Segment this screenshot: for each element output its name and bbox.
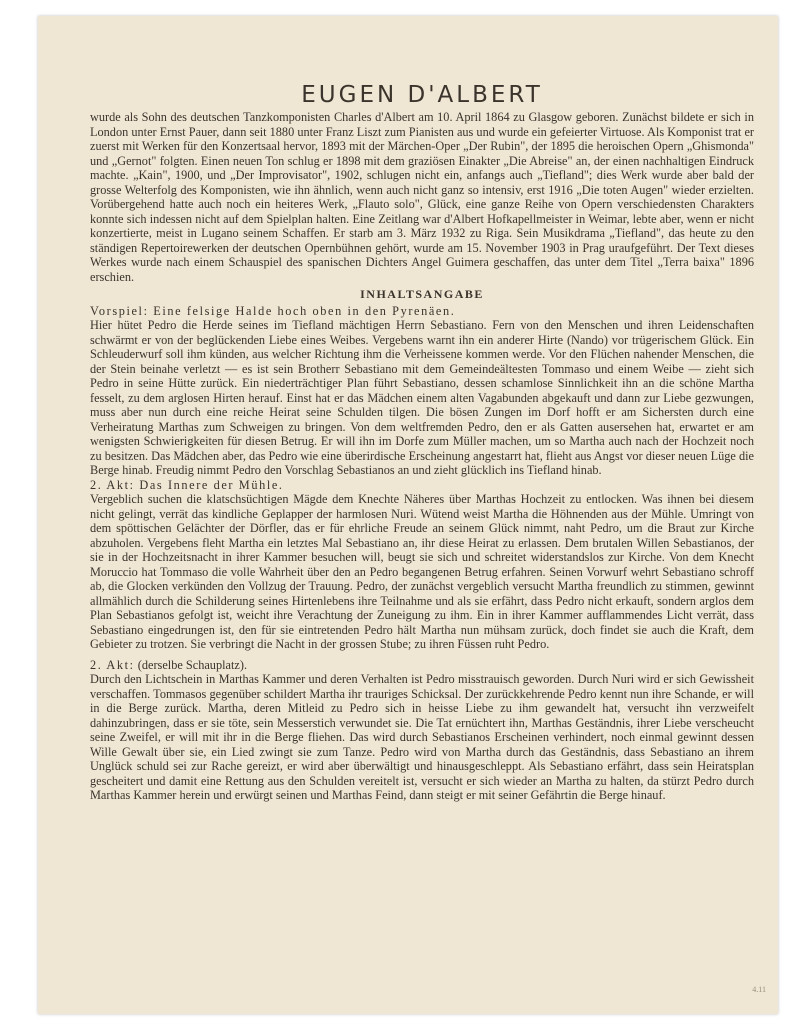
- page-title: EUGEN D'ALBERT: [301, 82, 543, 108]
- act-two-section: [90, 658, 754, 803]
- corner-mark: 4.11: [752, 985, 766, 994]
- document-page: [38, 16, 778, 1014]
- act-two-label: 2. Akt:: [90, 657, 135, 672]
- prelude-section: [90, 304, 754, 478]
- act-one-label: 2. Akt: Das Innere der Mühle.: [90, 477, 284, 492]
- prelude-label: Vorspiel: Eine felsige Halde hoch oben in den Pyrenäen.: [90, 303, 456, 318]
- document-content: [90, 82, 754, 803]
- act-two-text: Durch den Lichtschein in Marthas Kammer und deren Verhalten ist Pedro misstrauisch geworden. Durch Nuri wird er sich Gewissheit verschaffen. Tommasos gegenüber schildert Martha ihr trauriges Schicksal. Der zurückkehrende Pedro kennt nun ihre Schande, er will in die Berge zurück. Martha, deren Mitleid zu Pedro sich in heisse Liebe zu ihm gewandelt hat, versucht ihn verzweifelt dahinzubringen, dass er sie töte, sein Messerstich verwundet sie. Die Tat ernüchtert ihn, Marthas Geständnis, ihrer Liebe verscheucht seine Zweifel, er will mit ihr in die Berge fliehen. Das wird durch Sebastianos Erscheinen verhindert, noch einmal gewinnt dessen Wille Gewalt über sie, ein Lied zwingt sie zum Tanze. Pedro wird von Martha durch das Geständnis, dass Sebastiano an ihrem Unglück schuld sei zur Rache gereizt, er wird aber überwältigt und hinausgeschleppt. Als Sebastiano erfährt, dass sein Heiratsplan gescheitert und damit eine Rettung aus den Schulden vereitelt ist, versucht er sich wieder an Martha zu halten, da stürzt Pedro durch Marthas Kammer herein und erwürgt seinen und Marthas Feind, dann steigt er mit seiner Gefährtin die Berge hinauf.: [90, 672, 754, 802]
- synopsis-heading: INHALTSANGABE: [360, 287, 484, 301]
- act-one-text: Vergeblich suchen die klatschsüchtigen Mägde dem Knechte Näheres über Marthas Hochzeit zu entlocken. Was ihnen bei diesem nicht gelingt, verrät das kindliche Geplapper der harmlosen Nuri. Wütend weist Martha die Höhnenden aus der Mühle. Umringt von dem spöttischen Gelächter der Dörfler, das er für ehrliche Freude an seinem Glück nimmt, naht Pedro, um die Braut zur Kirche abzuholen. Vergebens fleht Martha ein letztes Mal Sebastiano an, ihr diese Heirat zu erlassen. Dem brutalen Willen Sebastianos, der sie in der Hochzeitsnacht in ihrer Kammer besuchen will, beugt sie sich und schreitet widerstandslos zur Kirche. Von dem Knecht Moruccio hat Tommaso die volle Wahrheit über den an Pedro begangenen Betrug erfahren. Seinen Vorwurf wehrt Sebastiano schroff ab, die Glocken verkünden den Vollzug der Trauung. Pedro, der zunächst vergeblich versucht Martha freundlich zu stimmen, gewinnt allmählich durch die Schilderung seines Hirtenlebens ihre Teilnahme und als sie erfährt, dass Pedro nicht erkauft, sondern arglos dem Plan Sebastianos gefolgt ist, weicht ihre Verachtung der Zuneigung zu ihm. Ein in ihrer Kammer aufflammendes Licht verrät, dass Sebastiano eingedrungen ist, den für sie eintretenden Pedro hält Martha nun mühsam zurück, doch findet sie auch die Kraft, dem Gebieter zu trotzen. Sie verbringt die Nacht in der grossen Stube; zu ihren Füssen ruht Pedro.: [90, 492, 754, 651]
- act-two-note: (derselbe Schauplatz).: [137, 657, 248, 672]
- act-one-section: [90, 478, 754, 652]
- prelude-text: Hier hütet Pedro die Herde seines im Tiefland mächtigen Herrn Sebastiano. Fern von den Menschen und ihren Leidenschaften schwärmt er von der beglückenden Liebe eines Weibes. Vergebens warnt ihn ein anderer Hirte (Nando) vor trügerischem Glück. Ein Schleuderwurf soll ihm künden, aus welcher Richtung ihm die Verheissene kommen werde. Vor den Flüchen nahender Menschen, die der Stein beinahe verletzt — es ist sein Brotherr Sebastiano mit dem Gemeindeältesten Tommaso und einem Weibe — zieht sich Pedro in seine Hütte zurück. Ein niederträchtiger Plan führt Sebastiano, dessen schamlose Sinnlichkeit ihn an die schöne Martha fesselt, zu dem arglosen Hirten herauf. Einst hat er das Mädchen einem alten Vagabunden abgekauft und dann zur Liebe gezwungen, muss aber nun durch eine reiche Heirat seine Schulden tilgen. Die bösen Zungen im Dorf hofft er am Sichersten durch eine Verheiratung Marthas zum Schweigen zu bringen. Von dem weltfremden Pedro, den er als Gatten ausersehen hat, erwartet er am wenigsten Schwierigkeiten für diesen Betrug. Er will ihn im Dorfe zum Müller machen, um so Martha auch nach der Hochzeit noch zu besitzen. Das Mädchen aber, das Pedro wie eine überirdische Erscheinung angestarrt hat, flieht aus Angst vor dieser neuen Lüge die Berge hinab. Freudig nimmt Pedro den Vorschlag Sebastianos an und zieht glücklich ins Tiefland hinab.: [90, 318, 754, 477]
- biography-paragraph: wurde als Sohn des deutschen Tanzkomponisten Charles d'Albert am 10. April 1864 zu Glasgow geboren. Zunächst bildete er sich in London unter Ernst Pauer, dann seit 1880 unter Franz Liszt zum Pianisten aus und wurde ein gefeierter Virtuose. Als Komponist trat er zuerst mit Werken für den Konzertsaal hervor, 1893 mit der Märchen-Oper „Der Rubin", der 1895 die heroischen Opern „Ghismonda" und „Gernot" folgten. Einen neuen Ton schlug er 1898 mit dem graziösen Einakter „Die Abreise" an, der einen nachhaltigen Eindruck machte. „Kain", 1900, und „Der Improvisator", 1902, schlugen nicht ein, anfangs auch „Tiefland"; dies Werk wurde aber bald der grosse Welterfolg des Komponisten, wie ihn ähnlich, wenn auch nicht ganz so intensiv, erst 1916 „Die toten Augen" wieder erzielten. Vorübergehend hatte auch noch ein heiteres Werk, „Flauto solo", Glück, eine ganze Reihe von Opern verschiedensten Charakters konnte sich indessen nicht auf dem Spielplan halten. Eine Zeitlang war d'Albert Hofkapellmeister in Weimar, lebte aber, wenn er nicht konzertierte, meist in Lugano seinem Schaffen. Er starb am 3. März 1932 zu Riga. Sein Musikdrama „Tiefland", das heute zu den ständigen Repertoirewerken der deutschen Opernbühnen gehört, wurde am 15. November 1903 in Prag uraufgeführt. Der Text dieses Werkes wurde nach einem Schauspiel des spanischen Dichters Angel Guimera geschaffen, das unter dem Titel „Terra baixa" 1896 erschien.: [90, 110, 754, 284]
